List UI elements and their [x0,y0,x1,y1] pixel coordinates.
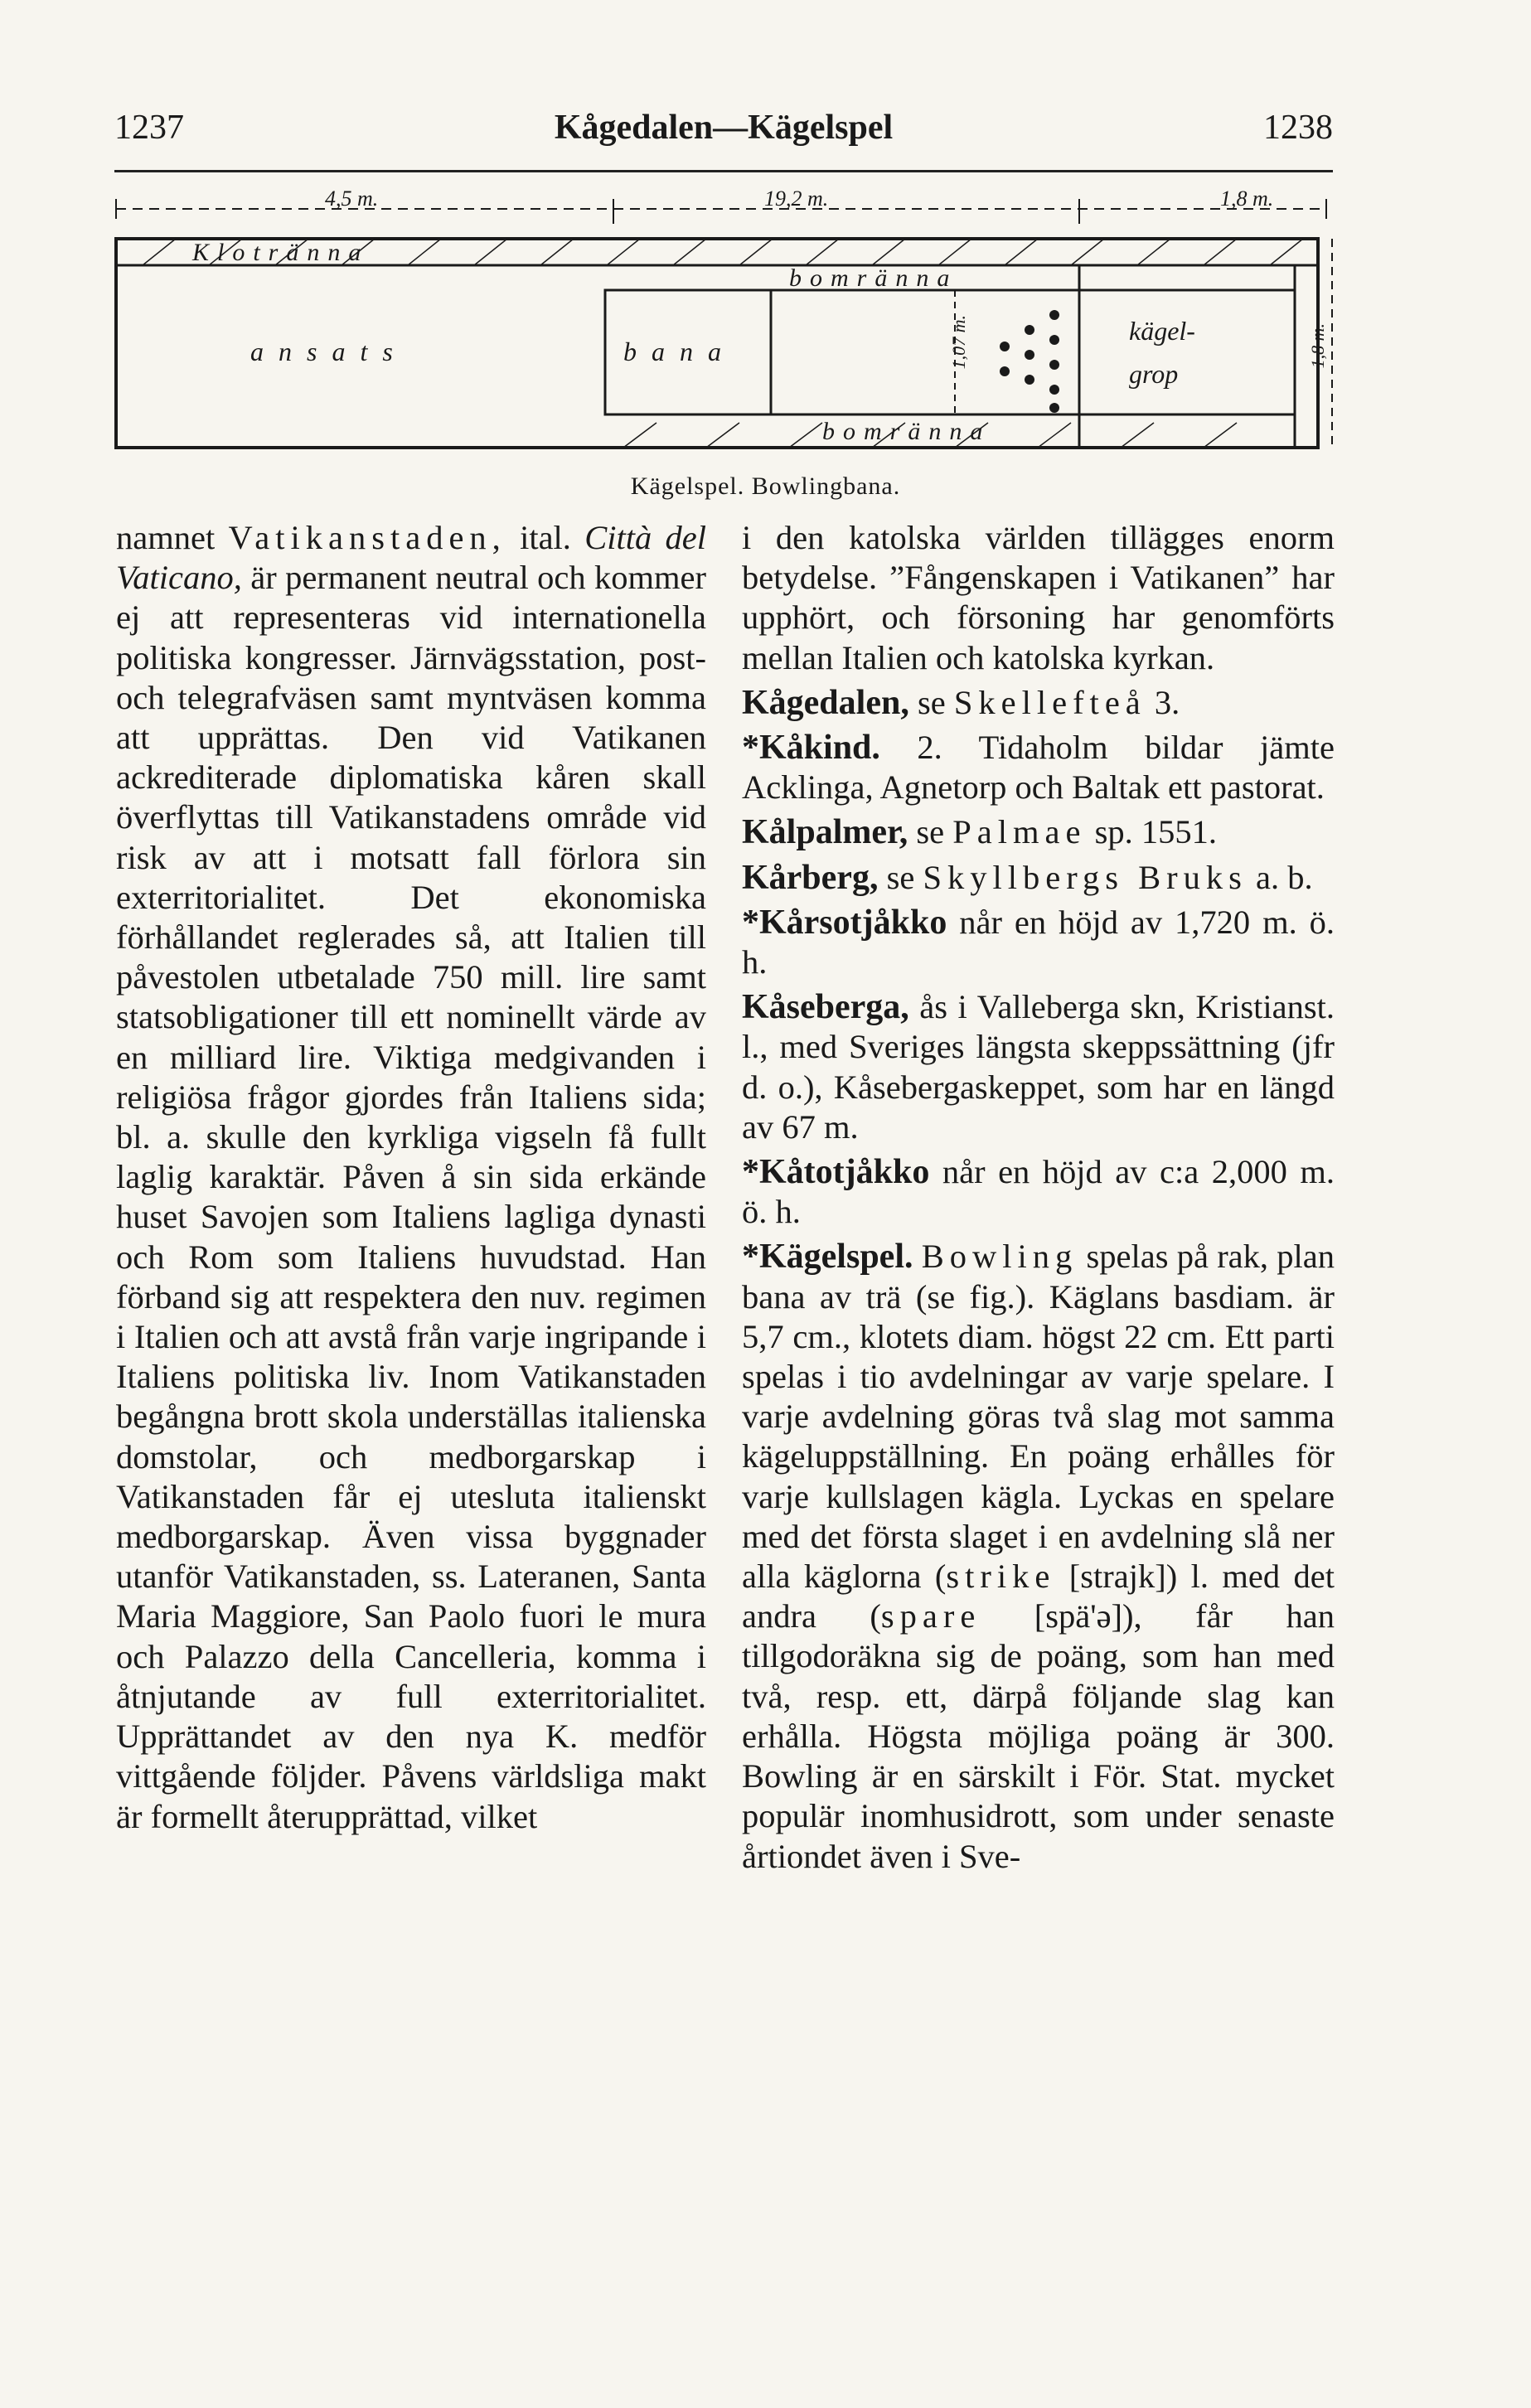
entry-kakind [742,728,1335,807]
spaced-term: Bowling [921,1238,1078,1276]
label-bana: bana [623,337,736,366]
dim-bana: 19,2 m. [764,191,829,211]
text-run: se [878,858,923,896]
text-run: a. b. [1247,858,1313,896]
label-bomranna-top: bomränna [789,264,958,292]
headword: *Kåtotjåkko [742,1153,930,1192]
spaced-term: Skellefteå [953,683,1146,721]
spaced-term: spare [880,1597,981,1635]
entry-kaseberga [742,987,1335,1147]
text-run: sp. 1551. [1086,813,1218,851]
header-rule [114,170,1333,172]
page-number-right: 1238 [1263,109,1333,147]
headword: *Kägelspel. [742,1238,913,1277]
text-run: [spä'ə]), får han tillgodoräkna sig de poäng, som han med två, resp. ett, därpå följande slag kan erhålla. Högsta möjliga poäng är 300. Bowling är en särskilt i För. Stat. mycket populär inomhusidrott, som under senaste årtiondet även i Sve- [742,1597,1335,1875]
label-bomranna-bottom: bomränna [822,418,991,445]
right-column [742,518,1335,1877]
label-kagelgrop-1: kägel- [1129,316,1195,346]
headword: Kålpalmer, [742,813,908,852]
left-paragraph [116,518,706,1837]
label-ansats: ansats [250,337,408,366]
text-run: är permanent neutral och kommer ej att representeras vid internationella politiska kongresser. Järnvägsstation, post- och telegrafväsen samt myntväsen komma att upprättas. Den vid Vatikanen ackrediterade diplomatiska kåren skall överflyttas till Vatikanstadens område vid risk av att i motsatt fall förlora sin exterritorialitet. Det ekonomiska förhållandet reglerades så, att Italien till påvestolen utbetalade 750 mill. lire samt statsobligationer till ett nominellt värde av en milliard lire. Viktiga medgivanden i religiösa frågor gjordes från Italiens sida; bl. a. skulle den kyrkliga vigseln få fullt laglig karaktär. Påven å sin sida erkände huset Savojen som Italiens lagliga dynasti och Rom som Italiens huvudstad. Han förband sig att respektera den nuv. regimen i Italien och att avstå från varje ingripande i Italiens politiska liv. Inom Vatikanstaden begångna brott skola underställas italienska domstolar, och medborgarskap i Vatikanstaden får ej utesluta italienskt medborgarskap. Även vissa byggnader utanför Vatikanstaden, ss. Lateranen, Santa Maria Maggiore, San Paolo fuori le mura och Palazzo della Cancelleria, komma i åtnjutande av full exterritorialitet. Upprättandet av den nya K. medför vittgående följder. Påvens världsliga makt är formellt återupprättad, vilket [116,559,706,1835]
dim-grop: 1,8 m. [1220,191,1274,211]
headword: *Kårsotjåkko [742,903,947,942]
text-run: ås i Valleberga skn, Kristianst. l., med Sveriges längsta skeppssättning (jfr d. o.), Kåsebergaskeppet, som har en längd av 67 m. [742,988,1335,1146]
text-run: se [908,813,953,851]
spaced-term: Skyllbergs Bruks [923,858,1248,896]
headword: Kårberg, [742,858,879,897]
continuation-paragraph: i den katolska världen tillägges enorm betydelse. ”Fångenskapen i Vatikanen” har upphört, och försoning har genomförts mellan Italien och katolska kyrkan. [742,519,1335,676]
entry-katotjakko [742,1152,1335,1232]
text-run: 2. Tidaholm bildar jämte Acklinga, Agnetorp och Baltak ett pastorat. [742,729,1335,807]
running-header [114,108,1333,157]
text-run: se [908,683,954,721]
dim-width-bana: 1,07 m. [948,315,969,370]
entry-karsotjakko [742,903,1335,982]
headword: *Kåkind. [742,729,880,768]
entry-kagedalen [742,683,1335,723]
text-run: 3. [1146,683,1180,721]
text-run: namnet [116,519,229,556]
dim-height-total: 1,8 m. [1307,323,1328,369]
page-number-left: 1237 [114,109,184,147]
figure-caption: Kägelspel. Bowlingbana. [630,472,901,500]
entry-karberg [742,858,1335,898]
label-klotranna: Klotränna [192,239,370,266]
text-run: spelas på rak, plan bana av trä (se fig.). Käglans basdiam. är 5,7 cm., klotets diam. högst 22 cm. Ett parti spelas i tio avdelningar av varje spelare. I varje avdelning göras två slag mot samma kägeluppställning. En poäng erhålles för varje kullslagen kägla. Lyckas en spelare med det första slaget i en avdelning slå ner alla käglorna ( [742,1238,1335,1596]
headword: Kåseberga, [742,988,909,1027]
italic-term: Città del Vaticano, [116,519,706,597]
text-run [913,1238,922,1275]
spaced-term: strike [946,1558,1056,1596]
label-kagelgrop-2: grop [1129,359,1179,389]
headword: Kågedalen, [742,683,909,722]
text-run: ital. [506,519,585,556]
entry-kagelspel [742,1237,1335,1876]
header-title: Kågedalen—Kägelspel [554,109,894,147]
entry-kalpalmer [742,812,1335,852]
spaced-term: Vatikanstaden, [228,519,506,556]
text-run: [strajk]) l. med det andra ( [742,1558,1335,1635]
dim-ansats: 4,5 m. [325,191,379,211]
spaced-term: Palmae [952,813,1087,851]
text-run: når en höjd av 1,720 m. ö. h. [742,903,1335,981]
text-run: når en höjd av c:a 2,000 m. ö. h. [742,1153,1335,1231]
bowling-lane-diagram [109,191,1340,472]
bowling-lane-figure [109,191,1340,472]
left-column [116,518,706,1837]
